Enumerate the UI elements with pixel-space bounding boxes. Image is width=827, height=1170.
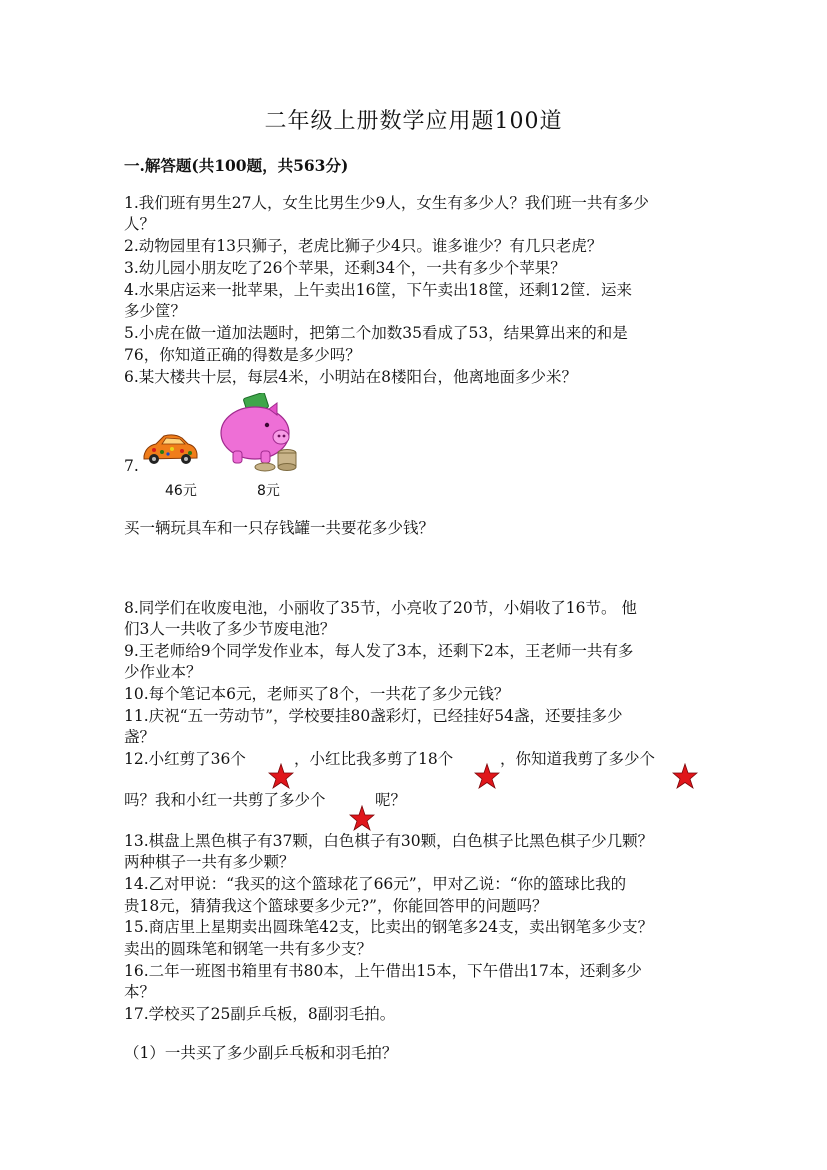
document-title: 二年级上册数学应用题100道	[264, 109, 563, 134]
question-line: 本？	[124, 983, 156, 1001]
question-line: 16.二年一班图书箱里有书80本，上午借出15本，下午借出17本，还剩多少	[124, 962, 642, 980]
sub-question: （1）一共买了多少副乒乓板和羽毛拍？	[124, 1044, 398, 1062]
question-12-part: ，你知道我剪了多少个	[500, 750, 656, 768]
question-line: 3.幼儿园小朋友吃了26个苹果，还剩34个，一共有多少个苹果？	[124, 259, 566, 277]
question-line: 多少筐？	[124, 302, 187, 320]
question-line: 们3人一共收了多少节废电池？	[124, 620, 336, 638]
star-icon	[349, 805, 375, 831]
question-line: 13.棋盘上黑色棋子有37颗，白色棋子有30颗，白色棋子比黑色棋子少几颗？	[124, 832, 654, 850]
question-12-part: 吗？我和小红一共剪了多少个	[124, 791, 326, 809]
car-price-label: 46元	[165, 483, 197, 499]
question-line: 76，你知道正确的得数是多少吗？	[124, 346, 361, 364]
piggy-bank-price-label: 8元	[257, 483, 280, 499]
question-line: 10.每个笔记本6元，老师买了8个，一共花了多少元钱？	[124, 685, 510, 703]
question-12-part: 呢？	[375, 791, 407, 809]
question-line: 4.水果店运来一批苹果，上午卖出16筐，下午卖出18筐，还剩12筐．运来	[124, 281, 632, 299]
question-line: 2.动物园里有13只狮子，老虎比狮子少4只。谁多谁少？有几只老虎？	[124, 237, 603, 255]
question-12-part: 12.小红剪了36个	[124, 750, 246, 768]
toy-car-icon	[140, 430, 200, 466]
star-icon	[672, 763, 698, 789]
question-line: 两种棋子一共有多少颗？	[124, 853, 295, 871]
question-line: 人？	[124, 215, 156, 233]
question-line: 9.王老师给9个同学发作业本，每人发了3本，还剩下2本，王老师一共有多	[124, 642, 634, 660]
question-line: 6.某大楼共十层，每层4米，小明站在8楼阳台，他离地面多少米？	[124, 368, 578, 386]
question-7-number: 7.	[124, 457, 139, 475]
question-line: 5.小虎在做一道加法题时，把第二个加数35看成了53，结果算出来的和是	[124, 324, 628, 342]
question-line: 盏？	[124, 728, 156, 746]
star-icon	[474, 763, 500, 789]
question-line: 11.庆祝“五一劳动节”，学校要挂80盏彩灯，已经挂好54盏，还要挂多少	[124, 707, 623, 725]
question-line: 17.学校买了25副乒乓板，8副羽毛拍。	[124, 1005, 396, 1023]
question-line: 卖出的圆珠笔和钢笔一共有多少支？	[124, 940, 373, 958]
question-line: 8.同学们在收废电池，小丽收了35节，小亮收了20节，小娟收了16节。 他	[124, 599, 637, 617]
question-line: 买一辆玩具车和一只存钱罐一共要花多少钱？	[124, 519, 435, 537]
question-12-part: ，小红比我多剪了18个	[294, 750, 454, 768]
question-line: 少作业本？	[124, 663, 202, 681]
piggy-bank-icon	[215, 393, 303, 475]
question-line: 1.我们班有男生27人，女生比男生少9人，女生有多少人？我们班一共有多少	[124, 194, 649, 212]
question-line: 贵18元，猜猜我这个篮球要多少元?”，你能回答甲的问题吗？	[124, 897, 548, 915]
section-heading: 一.解答题(共100题，共563分)	[124, 156, 349, 175]
question-line: 15.商店里上星期卖出圆珠笔42支，比卖出的钢笔多24支，卖出钢笔多少支？	[124, 918, 654, 936]
star-icon	[268, 763, 294, 789]
question-line: 14.乙对甲说：“我买的这个篮球花了66元”，甲对乙说：“你的篮球比我的	[124, 875, 627, 893]
